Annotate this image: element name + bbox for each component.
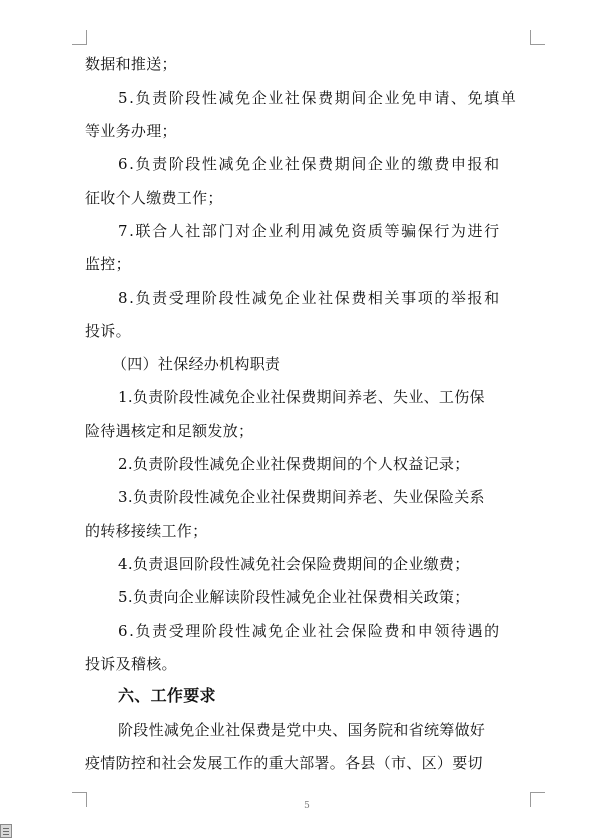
page-number: 5 bbox=[304, 801, 310, 811]
text-line: 4.负责退回阶段性减免社会保险费期间的企业缴费； bbox=[118, 555, 470, 573]
text-line: 6.负责受理阶段性减免企业社会保险费和申领待遇的 bbox=[118, 622, 501, 640]
margin-corner-top-left bbox=[72, 30, 87, 45]
text-line: 疫情防控和社会发展工作的重大部署。各县（市、区）要切 bbox=[85, 754, 483, 772]
text-line: 征收个人缴费工作； bbox=[85, 189, 223, 207]
text-line: 的转移接续工作； bbox=[85, 522, 208, 540]
margin-corner-bottom-right bbox=[530, 792, 545, 807]
text-line: 等业务办理； bbox=[85, 122, 177, 140]
margin-corner-top-right bbox=[530, 30, 545, 45]
section-subheading: （四）社保经办机构职责 bbox=[112, 355, 281, 373]
text-line: 投诉。 bbox=[85, 322, 131, 340]
text-line: 险待遇核定和足额发放； bbox=[85, 422, 254, 440]
text-line: 1.负责阶段性减免企业社保费期间养老、失业、工伤保 bbox=[118, 388, 485, 406]
margin-corner-bottom-left bbox=[72, 792, 87, 807]
text-line: 5.负责阶段性减免企业社保费期间企业免申请、免填单 bbox=[118, 89, 518, 107]
text-line: 3.负责阶段性减免企业社保费期间养老、失业保险关系 bbox=[118, 488, 485, 506]
text-line: 投诉及稽核。 bbox=[85, 655, 177, 673]
page-view-icon[interactable] bbox=[0, 824, 12, 838]
text-line: 5.负责向企业解读阶段性减免企业社保费相关政策； bbox=[118, 588, 470, 606]
text-line: 监控； bbox=[85, 255, 131, 273]
text-line: 数据和推送； bbox=[85, 55, 177, 73]
text-line: 7.联合人社部门对企业利用减免资质等骗保行为进行 bbox=[118, 222, 501, 240]
text-line: 阶段性减免企业社保费是党中央、国务院和省统筹做好 bbox=[118, 721, 486, 739]
text-line: 2.负责阶段性减免企业社保费期间的个人权益记录； bbox=[118, 455, 470, 473]
section-heading: 六、工作要求 bbox=[118, 686, 216, 705]
text-line: 6.负责阶段性减免企业社保费期间企业的缴费申报和 bbox=[118, 155, 501, 173]
text-line: 8.负责受理阶段性减免企业社保费相关事项的举报和 bbox=[118, 289, 501, 307]
